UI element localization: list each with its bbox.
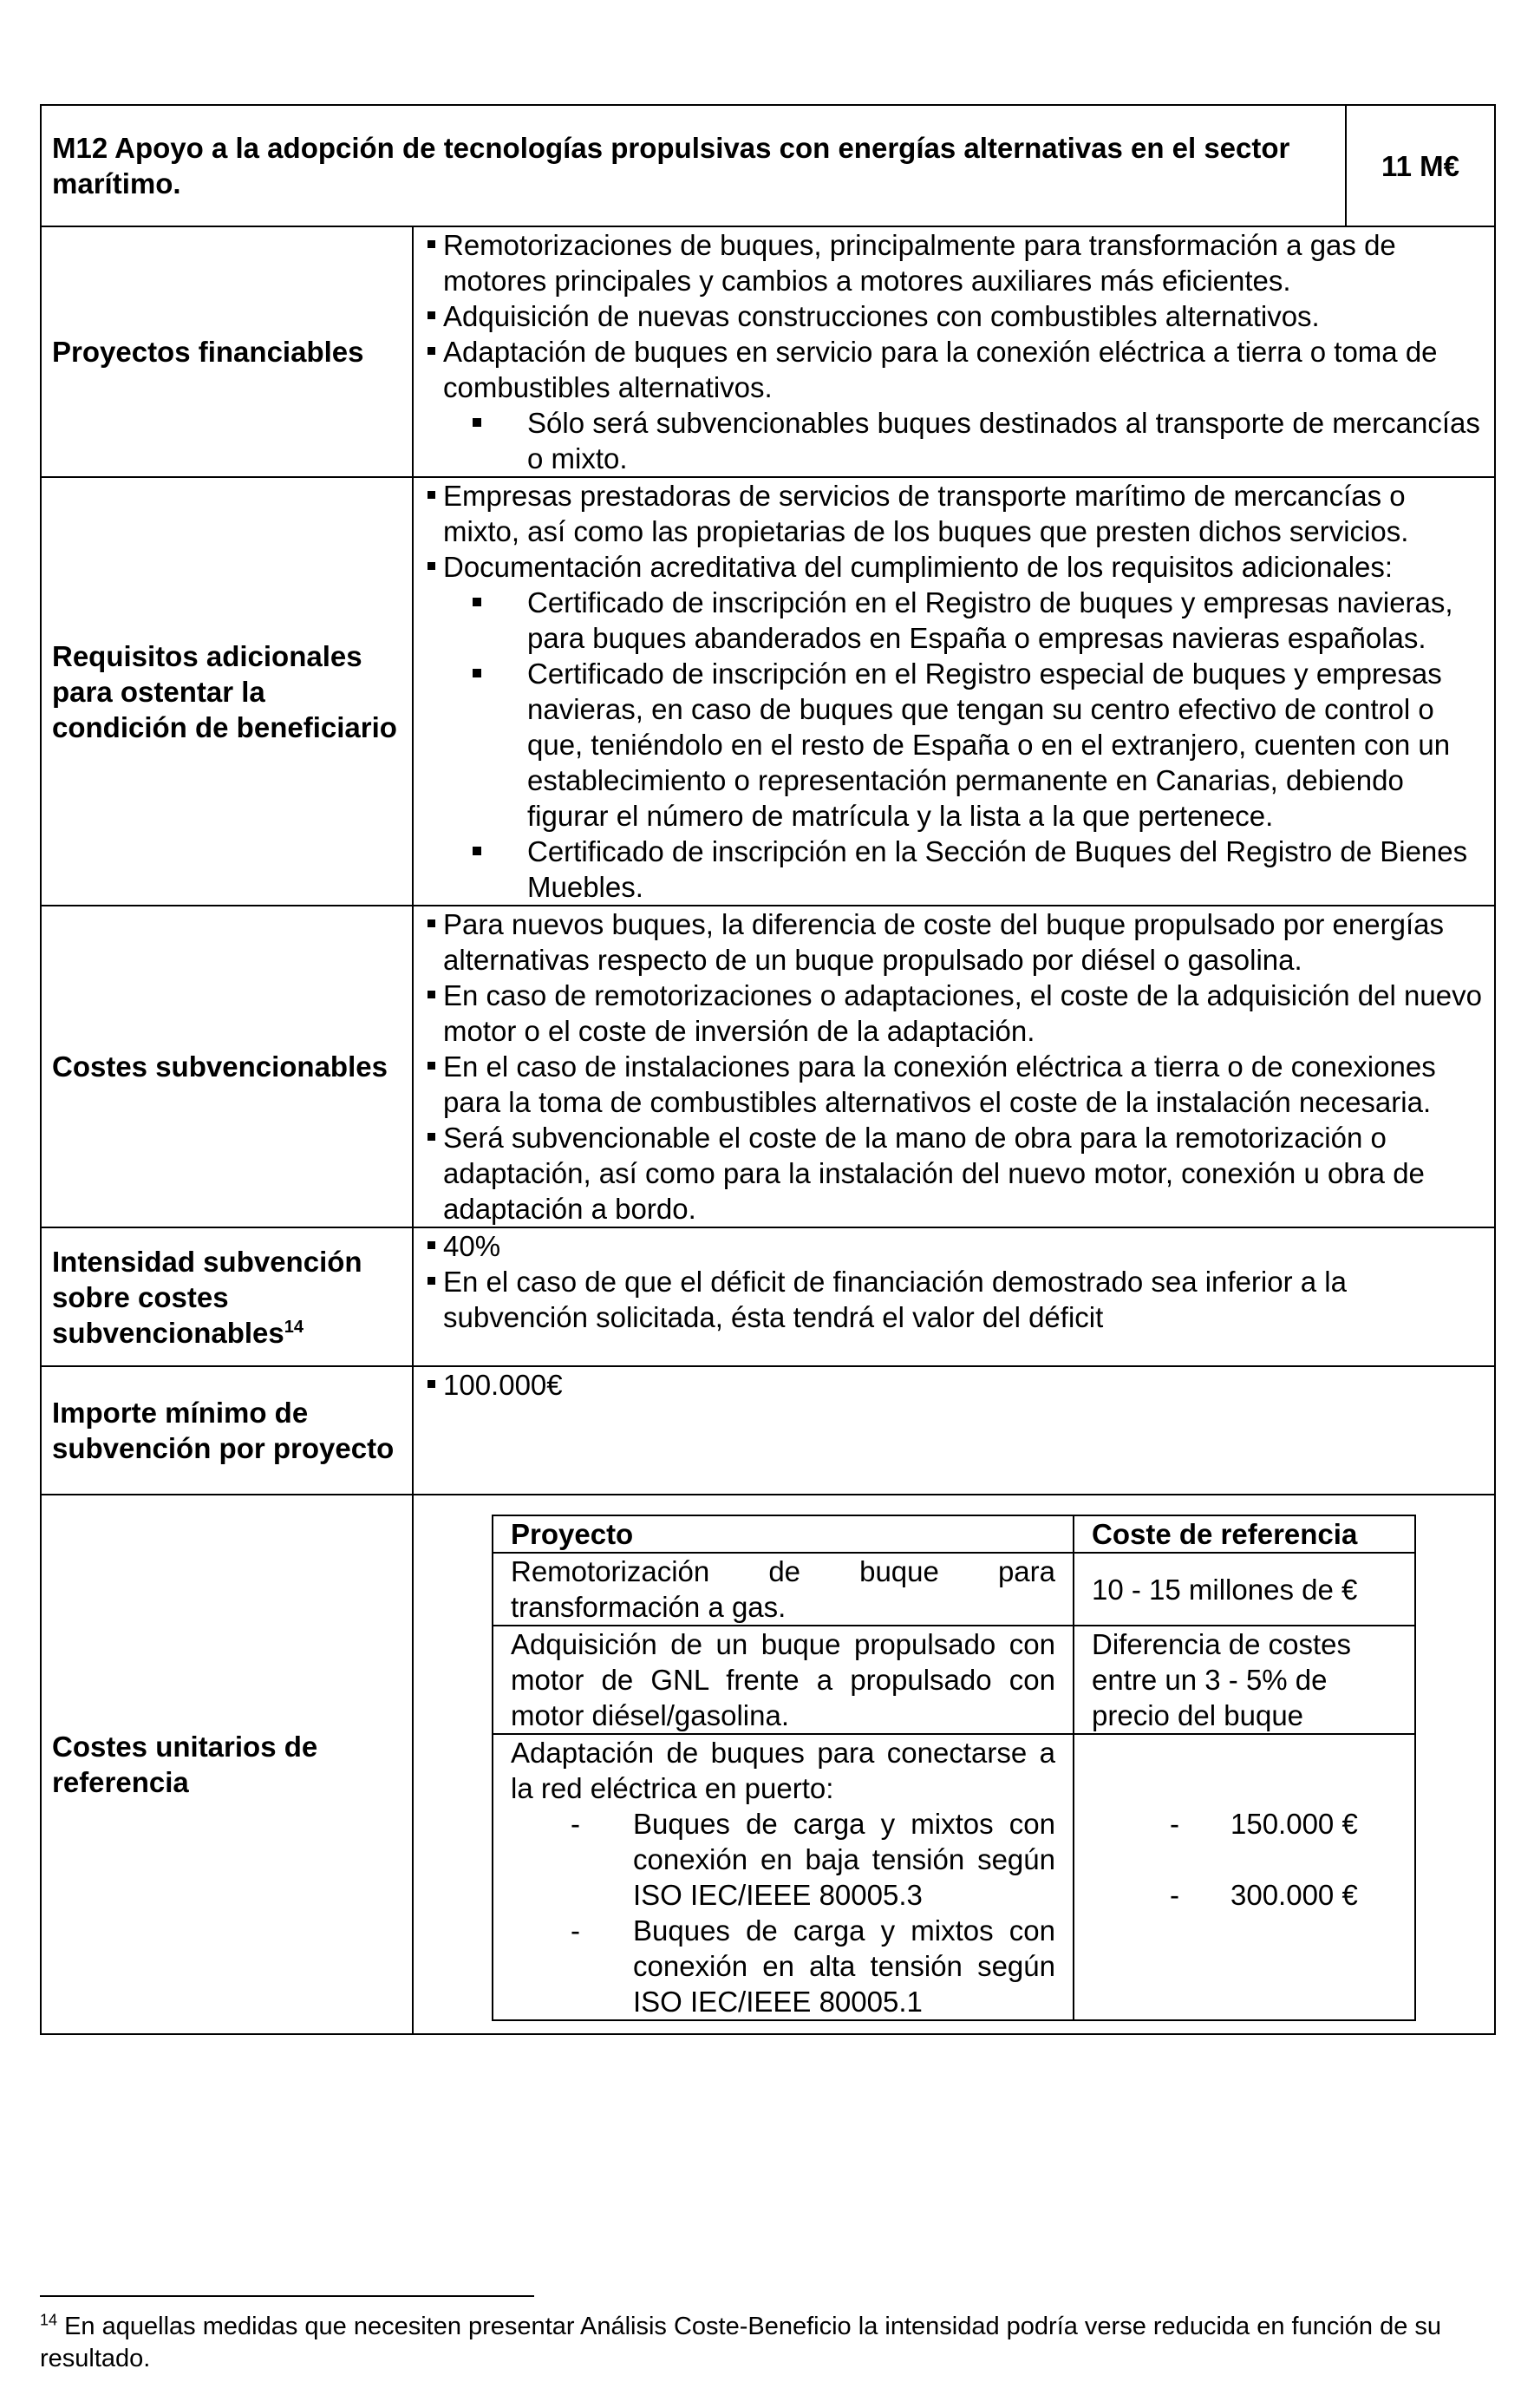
reference-header-row <box>493 1515 1415 1553</box>
measure-table <box>40 104 1496 2035</box>
coste-value: 150.000 € <box>1230 1808 1358 1840</box>
row-proyectos <box>41 226 1495 477</box>
header-coste: Coste de referencia <box>1074 1515 1415 1553</box>
label-costes: Costes subvencionables <box>41 906 413 1227</box>
cell-proyecto: Remotorización de buque para transformación a gas. <box>493 1553 1074 1626</box>
list-item: 40% <box>422 1228 1485 1264</box>
label-requisitos: Requisitos adicionales para ostentar la condición de beneficiario <box>41 477 413 906</box>
label-intensidad <box>41 1227 413 1366</box>
reference-costs-table <box>492 1515 1416 2021</box>
list-item: Documentación acreditativa del cumplimiento de los requisitos adicionales: <box>422 549 1485 585</box>
table-row <box>493 1734 1415 2020</box>
measure-sheet <box>40 104 1494 2035</box>
dash-list-item: - Buques de carga y mixtos con conexión en baja tensión según ISO IEC/IEEE 80005.3 <box>633 1806 1055 1913</box>
footnote-text: En aquellas medidas que necesiten presentar Análisis Coste-Beneficio la intensidad podría verse reducida en función de su resultado. <box>40 2313 1442 2372</box>
list-item: En el caso de instalaciones para la conexión eléctrica a tierra o de conexiones para la toma de combustibles alternativos el coste de la instalación necesaria. <box>422 1049 1485 1120</box>
cell-proyecto <box>493 1734 1074 2020</box>
footnote-number: 14 <box>40 2311 58 2329</box>
row-importe <box>41 1366 1495 1495</box>
footnote-ref: 14 <box>284 1317 304 1337</box>
footnote-separator <box>40 2295 534 2297</box>
cell-coste: 10 - 15 millones de € <box>1074 1553 1415 1626</box>
content-importe <box>413 1366 1495 1495</box>
header-row <box>41 105 1495 226</box>
list-item: Empresas prestadoras de servicios de transporte marítimo de mercancías o mixto, así como las propietarias de los buques que presten dichos servicios. <box>422 478 1485 549</box>
row-unitarios <box>41 1495 1495 2034</box>
row-costes <box>41 906 1495 1227</box>
list-item: Adaptación de buques en servicio para la conexión eléctrica a tierra o toma de combustibles alternativos. <box>422 334 1485 405</box>
list-item: Será subvencionable el coste de la mano de obra para la remotorización o adaptación, así como para la instalación del nuevo motor, conexión u obra de adaptación a bordo. <box>422 1120 1485 1227</box>
cell-coste <box>1074 1734 1415 2020</box>
coste-value: 300.000 € <box>1230 1879 1358 1911</box>
coste-line: - 150.000 € <box>1170 1808 1358 1840</box>
coste-line: - 300.000 € <box>1170 1879 1358 1911</box>
table-row <box>493 1626 1415 1734</box>
row-intensidad <box>41 1227 1495 1366</box>
label-intensidad-text: Intensidad subvención sobre costes subvencionables <box>52 1245 362 1349</box>
label-importe: Importe mínimo de subvención por proyecto <box>41 1366 413 1495</box>
content-costes <box>413 906 1495 1227</box>
content-proyectos <box>413 226 1495 477</box>
list-item: Para nuevos buques, la diferencia de coste del buque propulsado por energías alternativas respecto de un buque propulsado por diésel o gasolina. <box>422 906 1485 978</box>
sub-list-item: Certificado de inscripción en el Registro especial de buques y empresas navieras, en caso de buques que tengan su centro efectivo de control o que, teniéndolo en el resto de España o en el extranjero, cuenten con un establecimiento o representación permanente en Canarias, debiendo figurar el número de matrícula y la lista a la que pertenece. <box>527 656 1485 834</box>
measure-title: M12 Apoyo a la adopción de tecnologías propulsivas con energías alternativas en el sector marítimo. <box>41 105 1346 226</box>
table-row <box>493 1553 1415 1626</box>
list-item: En el caso de que el déficit de financiación demostrado sea inferior a la subvención solicitada, ésta tendrá el valor del déficit <box>422 1264 1485 1335</box>
cell-proyecto-text: Adaptación de buques para conectarse a la red eléctrica en puerto: <box>511 1737 1055 1804</box>
list-item: Adquisición de nuevas construcciones con combustibles alternativos. <box>422 298 1485 334</box>
content-intensidad <box>413 1227 1495 1366</box>
cell-proyecto: Adquisición de un buque propulsado con motor de GNL frente a propulsado con motor diésel/gasolina. <box>493 1626 1074 1734</box>
sub-list-item: Certificado de inscripción en el Registro de buques y empresas navieras, para buques abanderados en España o empresas navieras españolas. <box>527 585 1485 656</box>
content-unitarios <box>413 1495 1495 2034</box>
row-requisitos <box>41 477 1495 906</box>
content-requisitos <box>413 477 1495 906</box>
list-item: En caso de remotorizaciones o adaptaciones, el coste de la adquisición del nuevo motor o el coste de inversión de la adaptación. <box>422 978 1485 1049</box>
label-proyectos: Proyectos financiables <box>41 226 413 477</box>
list-item: Remotorizaciones de buques, principalmente para transformación a gas de motores principales y cambios a motores auxiliares más eficientes. <box>422 227 1485 298</box>
measure-amount: 11 M€ <box>1346 105 1495 226</box>
footnote <box>40 2311 1494 2375</box>
header-proyecto: Proyecto <box>493 1515 1074 1553</box>
sub-list-item: Sólo será subvencionables buques destinados al transporte de mercancías o mixto. <box>527 405 1485 476</box>
list-item: 100.000€ <box>422 1367 1485 1403</box>
dash-list-item: - Buques de carga y mixtos con conexión en alta tensión según ISO IEC/IEEE 80005.1 <box>633 1913 1055 2019</box>
cell-coste: Diferencia de costes entre un 3 - 5% de precio del buque <box>1074 1626 1415 1734</box>
label-unitarios: Costes unitarios de referencia <box>41 1495 413 2034</box>
sub-list-item: Certificado de inscripción en la Sección de Buques del Registro de Bienes Muebles. <box>527 834 1485 905</box>
